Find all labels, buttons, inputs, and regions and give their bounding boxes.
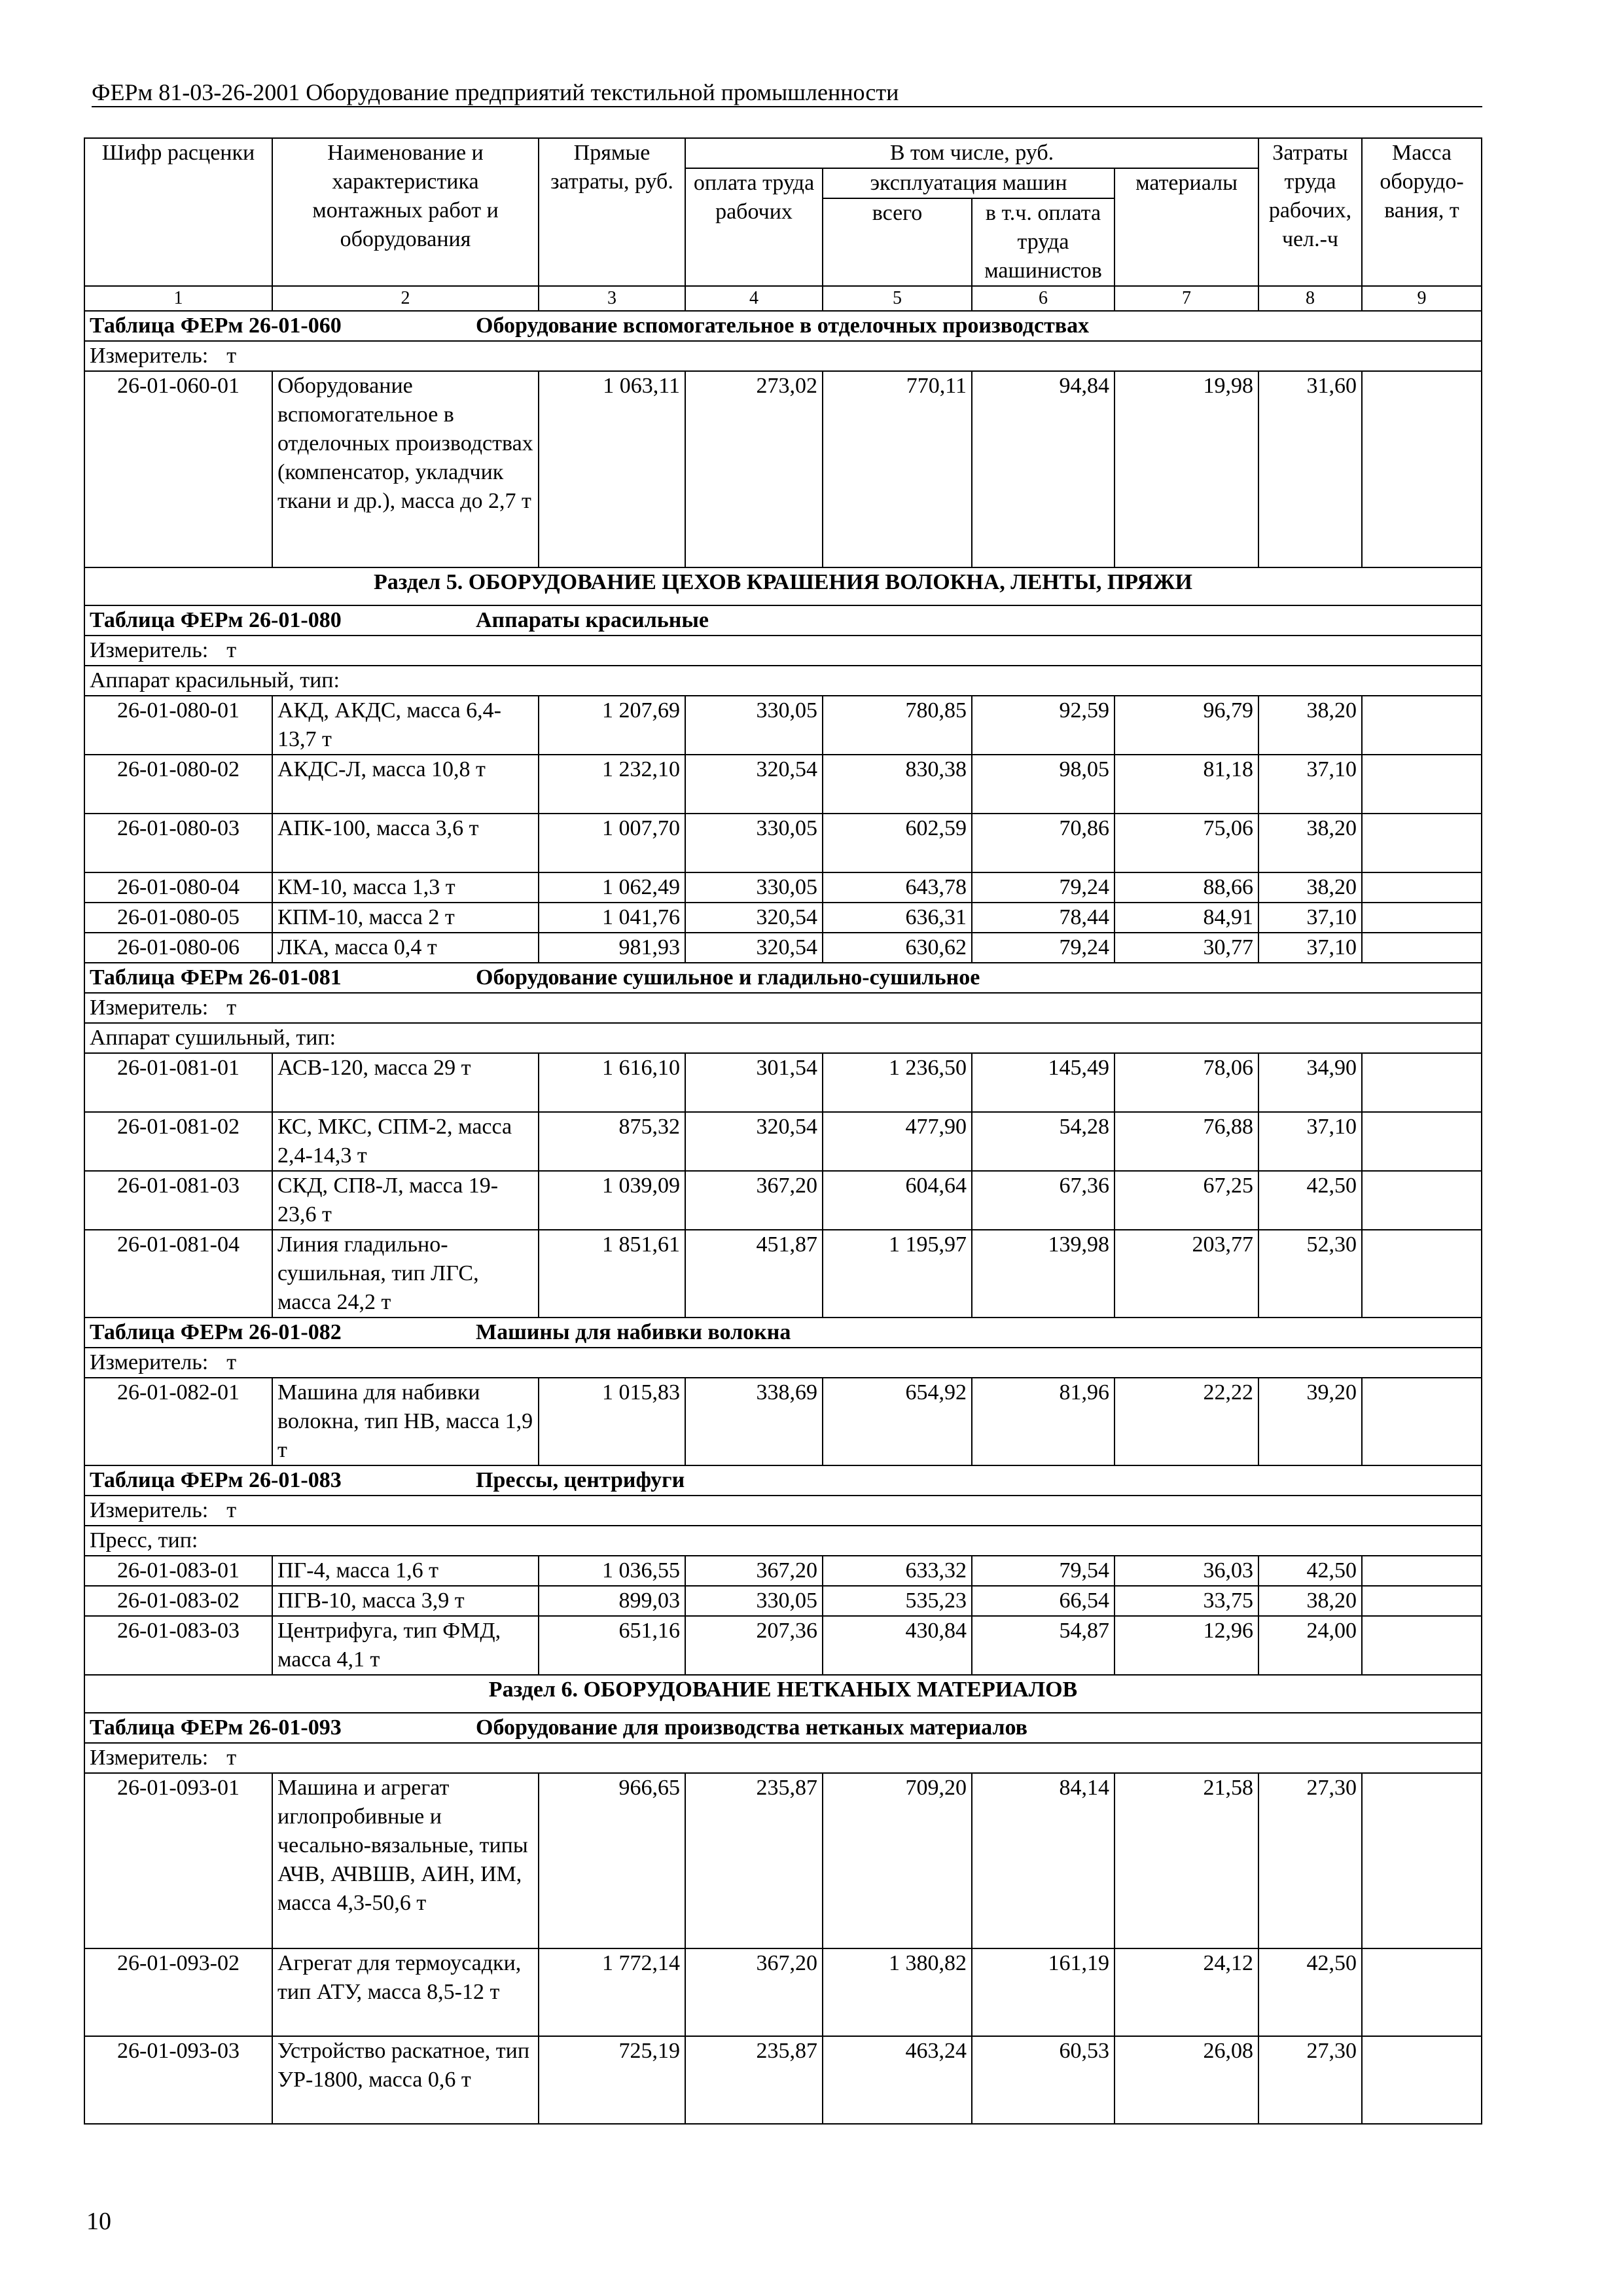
table-title: Машины для набивки волокна — [476, 1320, 791, 1344]
worker-wages: 451,87 — [685, 1230, 823, 1318]
table-header-row — [84, 311, 1482, 341]
worker-wages: 367,20 — [685, 1171, 823, 1230]
equipment-mass — [1362, 1230, 1482, 1318]
worker-wages: 330,05 — [685, 1586, 823, 1616]
table-body — [84, 311, 1482, 2124]
materials-cost: 36,03 — [1115, 1556, 1258, 1586]
table-title: Прессы, центрифуги — [476, 1468, 685, 1492]
work-name: ЛКА, масса 0,4 т — [272, 933, 539, 963]
work-name: АСВ-120, масса 29 т — [272, 1053, 539, 1112]
labor-cost: 37,10 — [1258, 1112, 1362, 1171]
materials-cost: 67,25 — [1115, 1171, 1258, 1230]
labor-cost: 42,50 — [1258, 1556, 1362, 1586]
rate-code: 26-01-060-01 — [84, 371, 272, 567]
machines-total: 780,85 — [823, 696, 972, 755]
measure-unit: т — [226, 1498, 237, 1522]
table-header-row — [84, 1713, 1482, 1743]
measure-cell — [84, 993, 1482, 1023]
col-header-labor: Затраты труда рабочих, чел.-ч — [1258, 138, 1362, 286]
direct-cost: 966,65 — [539, 1773, 685, 1948]
labor-cost: 31,60 — [1258, 371, 1362, 567]
labor-cost: 27,30 — [1258, 1773, 1362, 1948]
materials-cost: 21,58 — [1115, 1773, 1258, 1948]
direct-cost: 1 036,55 — [539, 1556, 685, 1586]
column-number: 2 — [272, 286, 539, 311]
materials-cost: 88,66 — [1115, 872, 1258, 903]
table-title-cell — [84, 1318, 1482, 1348]
equipment-mass — [1362, 696, 1482, 755]
equipment-mass — [1362, 1948, 1482, 2036]
rate-code: 26-01-093-03 — [84, 2036, 272, 2124]
rate-code: 26-01-080-03 — [84, 814, 272, 872]
table-row — [84, 1112, 1482, 1171]
running-header: ФЕРм 81-03-26-2001 Оборудование предприятий текстильной промышленности — [92, 79, 1482, 107]
table-header-row — [84, 963, 1482, 993]
worker-wages: 320,54 — [685, 903, 823, 933]
direct-cost: 1 063,11 — [539, 371, 685, 567]
rate-code: 26-01-083-01 — [84, 1556, 272, 1586]
machines-total: 463,24 — [823, 2036, 972, 2124]
table-head — [84, 138, 1482, 311]
worker-wages: 330,05 — [685, 814, 823, 872]
rate-code: 26-01-081-04 — [84, 1230, 272, 1318]
worker-wages: 330,05 — [685, 872, 823, 903]
worker-wages: 301,54 — [685, 1053, 823, 1112]
column-number: 8 — [1258, 286, 1362, 311]
work-name: АПК-100, масса 3,6 т — [272, 814, 539, 872]
work-name: КПМ-10, масса 2 т — [272, 903, 539, 933]
direct-cost: 725,19 — [539, 2036, 685, 2124]
rate-code: 26-01-093-01 — [84, 1773, 272, 1948]
equipment-mass — [1362, 1171, 1482, 1230]
operator-wages: 79,24 — [972, 933, 1115, 963]
direct-cost: 1 616,10 — [539, 1053, 685, 1112]
equipment-mass — [1362, 371, 1482, 567]
col-header-wages: оплата труда рабочих — [685, 168, 823, 286]
machines-total: 770,11 — [823, 371, 972, 567]
table-header-row — [84, 1318, 1482, 1348]
table-code: Таблица ФЕРм 26-01-082 — [90, 1320, 342, 1344]
operator-wages: 139,98 — [972, 1230, 1115, 1318]
col-header-materials: материалы — [1115, 168, 1258, 286]
worker-wages: 367,20 — [685, 1556, 823, 1586]
equipment-mass — [1362, 814, 1482, 872]
col-header-operators: в т.ч. оплата труда машинистов — [972, 198, 1115, 286]
col-header-name: Наименование и характеристика монтажных работ и оборудования — [272, 138, 539, 286]
table-header-row — [84, 605, 1482, 636]
operator-wages: 94,84 — [972, 371, 1115, 567]
labor-cost: 42,50 — [1258, 1948, 1362, 2036]
materials-cost: 78,06 — [1115, 1053, 1258, 1112]
table-title: Оборудование для производства нетканых материалов — [476, 1715, 1028, 1740]
table-row — [84, 1773, 1482, 1948]
worker-wages: 207,36 — [685, 1616, 823, 1675]
column-numbers-row — [84, 286, 1482, 311]
direct-cost: 1 039,09 — [539, 1171, 685, 1230]
operator-wages: 161,19 — [972, 1948, 1115, 2036]
direct-cost: 875,32 — [539, 1112, 685, 1171]
rates-table — [84, 137, 1482, 2125]
rate-code: 26-01-080-05 — [84, 903, 272, 933]
col-header-direct: Прямые затраты, руб. — [539, 138, 685, 286]
worker-wages: 320,54 — [685, 755, 823, 814]
work-name: КС, МКС, СПМ-2, масса 2,4-14,3 т — [272, 1112, 539, 1171]
labor-cost: 34,90 — [1258, 1053, 1362, 1112]
materials-cost: 84,91 — [1115, 903, 1258, 933]
equipment-mass — [1362, 933, 1482, 963]
table-row — [84, 1616, 1482, 1675]
machines-total: 1 195,97 — [823, 1230, 972, 1318]
table-title: Оборудование вспомогательное в отделочных производствах — [476, 314, 1090, 338]
table-title-cell — [84, 605, 1482, 636]
rate-code: 26-01-081-03 — [84, 1171, 272, 1230]
labor-cost: 38,20 — [1258, 696, 1362, 755]
table-code: Таблица ФЕРм 26-01-080 — [90, 608, 342, 632]
col-header-incl: В том числе, руб. — [685, 138, 1258, 168]
operator-wages: 67,36 — [972, 1171, 1115, 1230]
work-name: КМ-10, масса 1,3 т — [272, 872, 539, 903]
subheader-row — [84, 1023, 1482, 1053]
section-title: Раздел 6. ОБОРУДОВАНИЕ НЕТКАНЫХ МАТЕРИАЛОВ — [84, 1675, 1482, 1713]
direct-cost: 1 851,61 — [539, 1230, 685, 1318]
section-row — [84, 567, 1482, 605]
machines-total: 830,38 — [823, 755, 972, 814]
work-name: Оборудование вспомогательное в отделочных производствах (компенсатор, укладчик ткани и др.), масса до 2,7 т — [272, 371, 539, 567]
measure-cell — [84, 1743, 1482, 1773]
machines-total: 709,20 — [823, 1773, 972, 1948]
table-title-cell — [84, 311, 1482, 341]
measure-cell — [84, 341, 1482, 371]
labor-cost: 37,10 — [1258, 755, 1362, 814]
materials-cost: 76,88 — [1115, 1112, 1258, 1171]
work-name: Машина и агрегат иглопробивные и чесально-вязальные, типы АЧВ, АЧВШВ, АИН, ИМ, масса 4,3-50,6 т — [272, 1773, 539, 1948]
operator-wages: 54,28 — [972, 1112, 1115, 1171]
measure-row — [84, 1743, 1482, 1773]
machines-total: 477,90 — [823, 1112, 972, 1171]
direct-cost: 981,93 — [539, 933, 685, 963]
table-row — [84, 1053, 1482, 1112]
equipment-mass — [1362, 1616, 1482, 1675]
table-row — [84, 872, 1482, 903]
worker-wages: 338,69 — [685, 1378, 823, 1465]
table-row — [84, 903, 1482, 933]
column-number: 5 — [823, 286, 972, 311]
column-number: 7 — [1115, 286, 1258, 311]
direct-cost: 899,03 — [539, 1586, 685, 1616]
equipment-mass — [1362, 872, 1482, 903]
measure-unit: т — [226, 1350, 237, 1374]
operator-wages: 54,87 — [972, 1616, 1115, 1675]
direct-cost: 1 207,69 — [539, 696, 685, 755]
table-title: Оборудование сушильное и гладильно-сушильное — [476, 965, 980, 990]
measure-label: Измеритель: — [90, 344, 209, 368]
materials-cost: 203,77 — [1115, 1230, 1258, 1318]
work-name: Устройство раскатное, тип УР-1800, масса 0,6 т — [272, 2036, 539, 2124]
table-row — [84, 1556, 1482, 1586]
worker-wages: 235,87 — [685, 1773, 823, 1948]
labor-cost: 24,00 — [1258, 1616, 1362, 1675]
col-header-code: Шифр расценки — [84, 138, 272, 286]
direct-cost: 651,16 — [539, 1616, 685, 1675]
section-title: Раздел 5. ОБОРУДОВАНИЕ ЦЕХОВ КРАШЕНИЯ ВОЛОКНА, ЛЕНТЫ, ПРЯЖИ — [84, 567, 1482, 605]
materials-cost: 26,08 — [1115, 2036, 1258, 2124]
labor-cost: 38,20 — [1258, 814, 1362, 872]
table-code: Таблица ФЕРм 26-01-060 — [90, 314, 342, 338]
measure-label: Измеритель: — [90, 1746, 209, 1770]
operator-wages: 79,24 — [972, 872, 1115, 903]
work-name: ПГВ-10, масса 3,9 т — [272, 1586, 539, 1616]
rate-code: 26-01-081-01 — [84, 1053, 272, 1112]
operator-wages: 79,54 — [972, 1556, 1115, 1586]
operator-wages: 70,86 — [972, 814, 1115, 872]
table-code: Таблица ФЕРм 26-01-093 — [90, 1715, 342, 1740]
labor-cost: 38,20 — [1258, 872, 1362, 903]
table-subheader: Пресс, тип: — [84, 1526, 1482, 1556]
operator-wages: 98,05 — [972, 755, 1115, 814]
column-number: 6 — [972, 286, 1115, 311]
equipment-mass — [1362, 1053, 1482, 1112]
measure-row — [84, 636, 1482, 666]
table-title-cell — [84, 963, 1482, 993]
labor-cost: 27,30 — [1258, 2036, 1362, 2124]
labor-cost: 52,30 — [1258, 1230, 1362, 1318]
direct-cost: 1 062,49 — [539, 872, 685, 903]
equipment-mass — [1362, 903, 1482, 933]
machines-total: 643,78 — [823, 872, 972, 903]
materials-cost: 75,06 — [1115, 814, 1258, 872]
column-number: 9 — [1362, 286, 1482, 311]
table-row — [84, 814, 1482, 872]
table-row — [84, 1230, 1482, 1318]
direct-cost: 1 007,70 — [539, 814, 685, 872]
materials-cost: 30,77 — [1115, 933, 1258, 963]
table-row — [84, 371, 1482, 567]
materials-cost: 24,12 — [1115, 1948, 1258, 2036]
col-header-total: всего — [823, 198, 972, 286]
equipment-mass — [1362, 755, 1482, 814]
operator-wages: 78,44 — [972, 903, 1115, 933]
materials-cost: 81,18 — [1115, 755, 1258, 814]
rate-code: 26-01-080-01 — [84, 696, 272, 755]
table-subheader: Аппарат сушильный, тип: — [84, 1023, 1482, 1053]
table-code: Таблица ФЕРм 26-01-081 — [90, 965, 342, 990]
work-name: Машина для набивки волокна, тип НВ, масса 1,9 т — [272, 1378, 539, 1465]
machines-total: 1 236,50 — [823, 1053, 972, 1112]
table-title-cell — [84, 1465, 1482, 1496]
labor-cost: 38,20 — [1258, 1586, 1362, 1616]
subheader-row — [84, 666, 1482, 696]
measure-label: Измеритель: — [90, 996, 209, 1020]
equipment-mass — [1362, 2036, 1482, 2124]
column-number: 4 — [685, 286, 823, 311]
rate-code: 26-01-080-06 — [84, 933, 272, 963]
rate-code: 26-01-080-04 — [84, 872, 272, 903]
column-number: 3 — [539, 286, 685, 311]
operator-wages: 84,14 — [972, 1773, 1115, 1948]
table-row — [84, 933, 1482, 963]
equipment-mass — [1362, 1112, 1482, 1171]
equipment-mass — [1362, 1773, 1482, 1948]
worker-wages: 320,54 — [685, 933, 823, 963]
page-number: 10 — [86, 2208, 111, 2235]
worker-wages: 320,54 — [685, 1112, 823, 1171]
measure-unit: т — [226, 996, 237, 1020]
measure-unit: т — [226, 344, 237, 368]
col-header-mass: Масса оборудо-вания, т — [1362, 138, 1482, 286]
column-number: 1 — [84, 286, 272, 311]
table-header-row — [84, 1465, 1482, 1496]
operator-wages: 145,49 — [972, 1053, 1115, 1112]
work-name: Центрифуга, тип ФМД, масса 4,1 т — [272, 1616, 539, 1675]
measure-label: Измеритель: — [90, 638, 209, 662]
measure-label: Измеритель: — [90, 1498, 209, 1522]
direct-cost: 1 015,83 — [539, 1378, 685, 1465]
rate-code: 26-01-093-02 — [84, 1948, 272, 2036]
table-row — [84, 1586, 1482, 1616]
worker-wages: 330,05 — [685, 696, 823, 755]
rate-code: 26-01-080-02 — [84, 755, 272, 814]
work-name: ПГ-4, масса 1,6 т — [272, 1556, 539, 1586]
work-name: АКДС-Л, масса 10,8 т — [272, 755, 539, 814]
table-row — [84, 1948, 1482, 2036]
measure-row — [84, 1348, 1482, 1378]
materials-cost: 19,98 — [1115, 371, 1258, 567]
machines-total: 535,23 — [823, 1586, 972, 1616]
measure-unit: т — [226, 638, 237, 662]
direct-cost: 1 772,14 — [539, 1948, 685, 2036]
work-name: СКД, СП8-Л, масса 19-23,6 т — [272, 1171, 539, 1230]
equipment-mass — [1362, 1586, 1482, 1616]
materials-cost: 33,75 — [1115, 1586, 1258, 1616]
table-row — [84, 2036, 1482, 2124]
machines-total: 1 380,82 — [823, 1948, 972, 2036]
worker-wages: 273,02 — [685, 371, 823, 567]
table-row — [84, 1171, 1482, 1230]
measure-row — [84, 341, 1482, 371]
rate-code: 26-01-081-02 — [84, 1112, 272, 1171]
work-name: АКД, АКДС, масса 6,4-13,7 т — [272, 696, 539, 755]
measure-cell — [84, 1496, 1482, 1526]
materials-cost: 22,22 — [1115, 1378, 1258, 1465]
table-code: Таблица ФЕРм 26-01-083 — [90, 1468, 342, 1492]
rate-code: 26-01-083-02 — [84, 1586, 272, 1616]
work-name: Агрегат для термоусадки, тип АТУ, масса 8,5-12 т — [272, 1948, 539, 2036]
measure-row — [84, 1496, 1482, 1526]
rate-code: 26-01-082-01 — [84, 1378, 272, 1465]
machines-total: 430,84 — [823, 1616, 972, 1675]
measure-cell — [84, 1348, 1482, 1378]
work-name: Линия гладильно-сушильная, тип ЛГС, масса 24,2 т — [272, 1230, 539, 1318]
direct-cost: 1 232,10 — [539, 755, 685, 814]
worker-wages: 235,87 — [685, 2036, 823, 2124]
table-title: Аппараты красильные — [476, 608, 709, 632]
operator-wages: 81,96 — [972, 1378, 1115, 1465]
worker-wages: 367,20 — [685, 1948, 823, 2036]
machines-total: 633,32 — [823, 1556, 972, 1586]
table-row — [84, 755, 1482, 814]
direct-cost: 1 041,76 — [539, 903, 685, 933]
operator-wages: 92,59 — [972, 696, 1115, 755]
section-row — [84, 1675, 1482, 1713]
machines-total: 654,92 — [823, 1378, 972, 1465]
machines-total: 602,59 — [823, 814, 972, 872]
labor-cost: 42,50 — [1258, 1171, 1362, 1230]
materials-cost: 12,96 — [1115, 1616, 1258, 1675]
table-row — [84, 696, 1482, 755]
machines-total: 604,64 — [823, 1171, 972, 1230]
equipment-mass — [1362, 1556, 1482, 1586]
table-title-cell — [84, 1713, 1482, 1743]
measure-row — [84, 993, 1482, 1023]
operator-wages: 66,54 — [972, 1586, 1115, 1616]
labor-cost: 39,20 — [1258, 1378, 1362, 1465]
labor-cost: 37,10 — [1258, 933, 1362, 963]
materials-cost: 96,79 — [1115, 696, 1258, 755]
measure-unit: т — [226, 1746, 237, 1770]
machines-total: 636,31 — [823, 903, 972, 933]
table-subheader: Аппарат красильный, тип: — [84, 666, 1482, 696]
table-row — [84, 1378, 1482, 1465]
operator-wages: 60,53 — [972, 2036, 1115, 2124]
col-header-machines: эксплуатация машин — [823, 168, 1115, 198]
machines-total: 630,62 — [823, 933, 972, 963]
measure-label: Измеритель: — [90, 1350, 209, 1374]
subheader-row — [84, 1526, 1482, 1556]
rate-code: 26-01-083-03 — [84, 1616, 272, 1675]
measure-cell — [84, 636, 1482, 666]
labor-cost: 37,10 — [1258, 903, 1362, 933]
equipment-mass — [1362, 1378, 1482, 1465]
